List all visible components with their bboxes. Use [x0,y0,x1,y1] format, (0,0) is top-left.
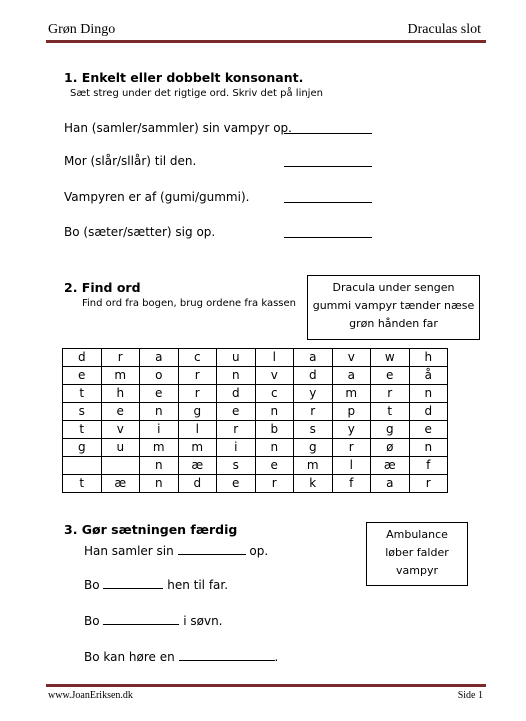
fill-blank-4[interactable] [179,648,275,661]
answer-line-3[interactable] [284,190,372,203]
grid-cell[interactable]: v [332,349,371,367]
section2-instruction: Find ord fra bogen, brug ordene fra kassen [82,298,296,309]
grid-cell[interactable]: æ [178,457,217,475]
grid-cell[interactable]: f [409,457,448,475]
grid-cell[interactable]: g [294,439,333,457]
sentence-3-before: Bo [84,614,100,628]
sentence-1-after: op. [249,544,269,558]
grid-row [63,349,448,367]
grid-cell[interactable]: t [371,403,410,421]
grid-cell[interactable]: r [178,385,217,403]
grid-cell[interactable]: e [101,403,140,421]
grid-cell[interactable]: d [294,367,333,385]
grid-cell[interactable]: d [217,385,256,403]
grid-cell[interactable]: m [140,439,179,457]
answer-line-2[interactable] [284,154,372,167]
grid-cell[interactable]: u [101,439,140,457]
grid-cell[interactable] [101,457,140,475]
grid-cell[interactable]: a [332,367,371,385]
section1-instruction: Sæt streg under det rigtige ord. Skriv det på linjen [70,88,323,99]
grid-cell[interactable]: t [63,385,102,403]
answer-line-4[interactable] [284,225,372,238]
section3-sentence-2 [84,576,228,592]
grid-cell[interactable]: e [217,403,256,421]
grid-cell[interactable]: n [140,403,179,421]
grid-row [63,457,448,475]
sentence-1-before: Han samler sin [84,544,174,558]
grid-cell[interactable]: d [178,475,217,493]
section3-sentence-4 [84,648,278,664]
word-box-find [307,275,480,340]
grid-cell[interactable]: d [409,403,448,421]
grid-row [63,439,448,457]
grid-cell[interactable]: h [101,385,140,403]
grid-cell[interactable]: w [371,349,410,367]
grid-cell[interactable]: v [255,367,294,385]
grid-cell[interactable]: m [178,439,217,457]
word-box-complete [366,522,468,586]
grid-cell[interactable]: r [409,475,448,493]
section3-sentence-1 [84,542,268,558]
footer-page-number: Side 1 [457,690,483,701]
grid-cell[interactable]: l [178,421,217,439]
fill-blank-3[interactable] [103,612,179,625]
grid-cell[interactable]: v [101,421,140,439]
section3-sentence-3 [84,612,223,628]
sentence-4-after: . [274,650,279,664]
grid-cell[interactable]: n [140,475,179,493]
grid-cell[interactable]: k [294,475,333,493]
section1-sentence-4: Bo (sæter/sætter) sig op. [64,225,216,239]
grid-cell[interactable]: m [294,457,333,475]
grid-cell[interactable]: o [140,367,179,385]
grid-cell[interactable]: i [217,439,256,457]
grid-cell[interactable]: r [255,475,294,493]
header-rule [46,40,486,43]
grid-cell[interactable]: e [409,421,448,439]
section3-title: 3. Gør sætningen færdig [64,522,238,537]
grid-cell[interactable]: d [63,349,102,367]
grid-cell[interactable]: e [371,367,410,385]
grid-cell[interactable] [63,457,102,475]
grid-cell[interactable]: s [63,403,102,421]
grid-cell[interactable]: n [409,439,448,457]
grid-cell[interactable]: e [63,367,102,385]
grid-cell[interactable]: f [332,475,371,493]
grid-cell[interactable]: e [140,385,179,403]
section1-title: 1. Enkelt eller dobbelt konsonant. [64,70,304,85]
word-box2-line-3: vampyr [396,564,438,577]
grid-cell[interactable]: m [332,385,371,403]
word-box2-line-1: Ambulance [386,528,448,541]
grid-cell[interactable]: c [178,349,217,367]
answer-line-1[interactable] [284,121,372,134]
grid-cell[interactable]: m [101,367,140,385]
header-title-right: Draculas slot [407,22,481,37]
grid-cell[interactable]: s [217,457,256,475]
sentence-2-before: Bo [84,578,100,592]
grid-cell[interactable]: i [140,421,179,439]
word-box2-line-2: løber falder [385,546,449,559]
grid-row [63,421,448,439]
grid-cell[interactable]: g [371,421,410,439]
word-box-line-1: Dracula under sengen [332,281,455,294]
grid-cell[interactable]: n [255,439,294,457]
grid-cell[interactable]: n [217,367,256,385]
grid-cell[interactable]: h [409,349,448,367]
grid-cell[interactable]: e [217,475,256,493]
section1-sentence-3: Vampyren er af (gumi/gummi). [64,190,250,204]
grid-cell[interactable]: p [332,403,371,421]
word-box-line-3: grøn hånden far [349,317,438,330]
grid-cell[interactable]: æ [101,475,140,493]
section1-sentence-2: Mor (slår/sllår) til den. [64,154,197,168]
grid-cell[interactable]: a [294,349,333,367]
grid-cell[interactable]: y [332,421,371,439]
grid-cell[interactable]: n [255,403,294,421]
grid-cell[interactable]: g [63,439,102,457]
grid-cell[interactable]: e [255,457,294,475]
footer-website: www.JoanEriksen.dk [48,690,133,701]
word-search-grid [62,348,448,493]
grid-cell[interactable]: a [371,475,410,493]
grid-cell[interactable]: s [294,421,333,439]
grid-cell[interactable]: y [294,385,333,403]
grid-row [63,403,448,421]
grid-cell[interactable]: t [63,475,102,493]
grid-cell[interactable]: å [409,367,448,385]
grid-cell[interactable]: r [294,403,333,421]
grid-cell[interactable]: u [217,349,256,367]
grid-cell[interactable]: b [255,421,294,439]
sentence-4-before: Bo kan høre en [84,650,175,664]
grid-cell[interactable]: r [217,421,256,439]
grid-cell[interactable]: n [140,457,179,475]
fill-blank-1[interactable] [178,542,246,555]
grid-cell[interactable]: æ [371,457,410,475]
grid-cell[interactable]: c [255,385,294,403]
grid-cell[interactable]: r [178,367,217,385]
footer-rule [46,684,486,687]
word-box-line-2: gummi vampyr tænder næse [312,299,475,312]
grid-cell[interactable]: l [332,457,371,475]
sentence-3-after: i søvn. [183,614,223,628]
section2-title: 2. Find ord [64,280,141,295]
grid-cell[interactable]: t [63,421,102,439]
grid-cell[interactable]: r [332,439,371,457]
sentence-2-after: hen til far. [167,578,229,592]
grid-cell[interactable]: r [101,349,140,367]
grid-cell[interactable]: g [178,403,217,421]
header-title-left: Grøn Dingo [48,22,116,37]
grid-cell[interactable]: n [409,385,448,403]
fill-blank-2[interactable] [103,576,163,589]
grid-row [63,367,448,385]
grid-cell[interactable]: r [371,385,410,403]
grid-cell[interactable]: l [255,349,294,367]
grid-row [63,385,448,403]
section1-sentence-1: Han (samler/sammler) sin vampyr op. [64,121,292,135]
grid-cell[interactable]: a [140,349,179,367]
grid-cell[interactable]: ø [371,439,410,457]
grid-row [63,475,448,493]
